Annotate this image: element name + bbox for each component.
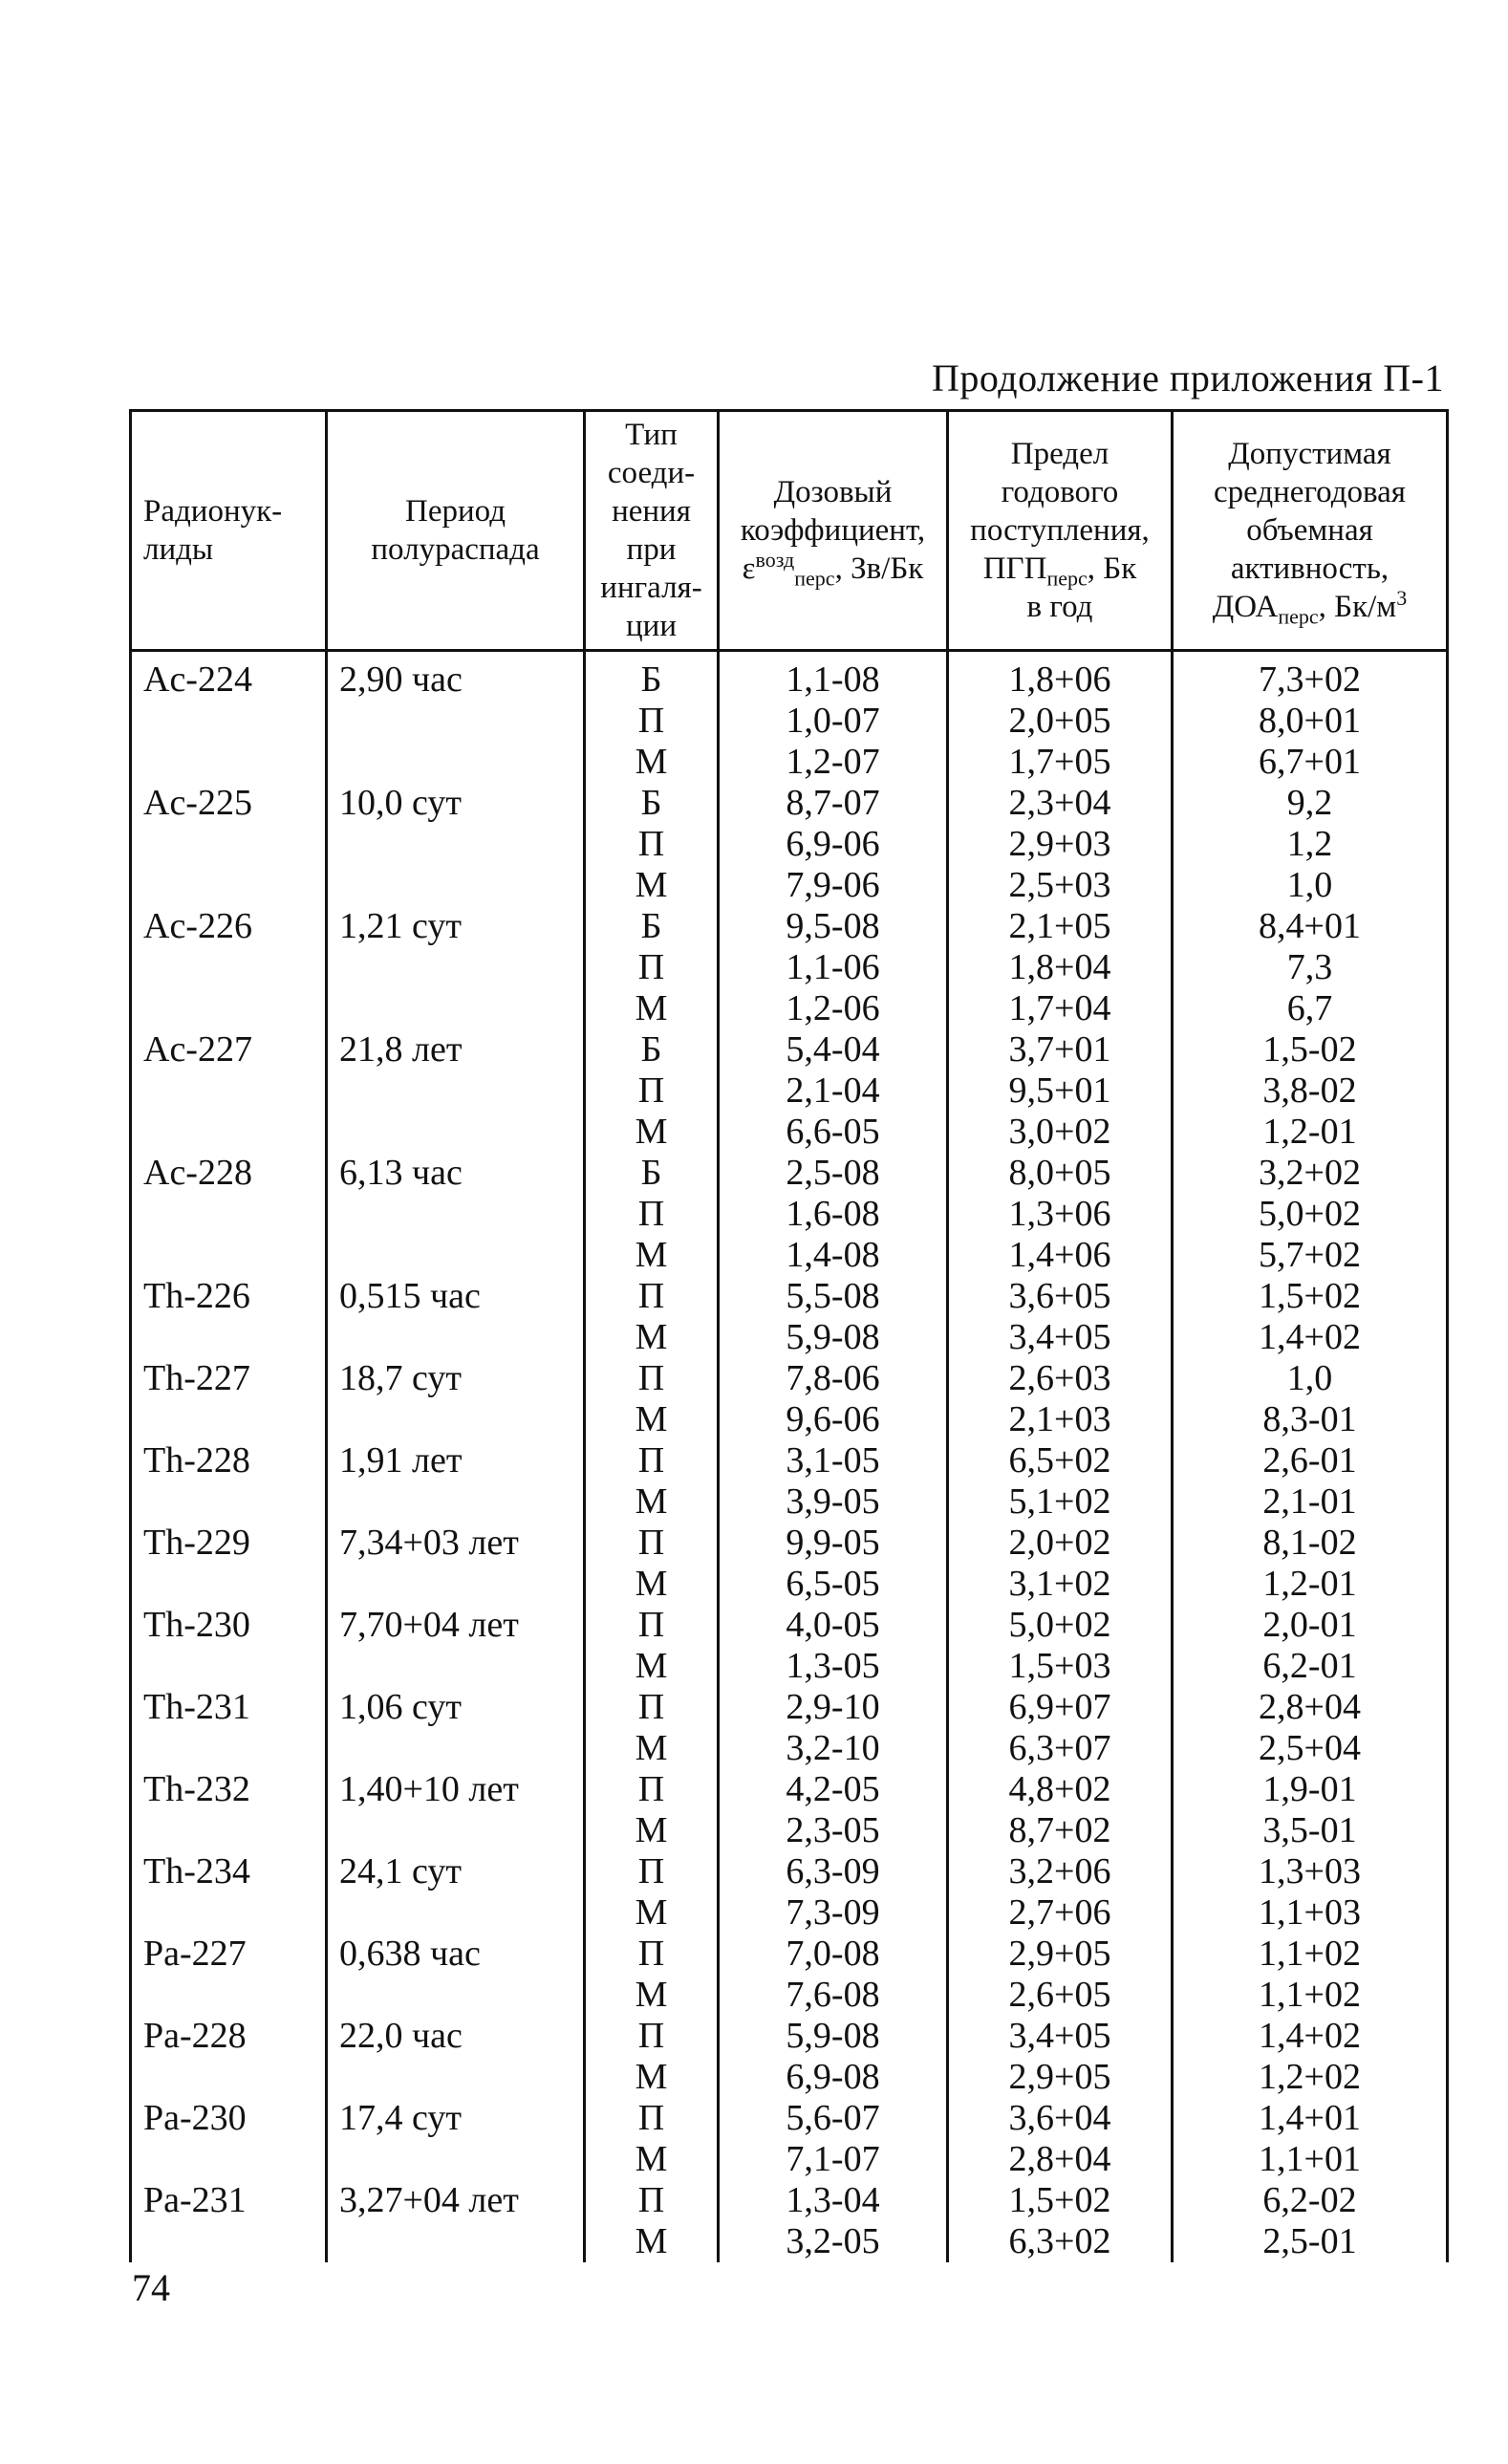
dose-coefficient-cell: 6,5-05 [719,1564,948,1605]
compound-type-cell: Б [585,1029,719,1070]
activity-cell: 6,2-01 [1173,1646,1448,1687]
compound-type-cell: Б [585,783,719,824]
half-life-cell: 3,27+04 лет [327,2180,585,2221]
half-life-cell [327,1112,585,1153]
compound-type-cell: М [585,1564,719,1605]
nuclide-cell [131,742,327,783]
activity-cell: 2,0-01 [1173,1605,1448,1646]
table-row [131,1358,1448,1399]
activity-cell: 1,0 [1173,865,1448,906]
compound-type-cell: П [585,1440,719,1481]
dose-coefficient-cell: 4,0-05 [719,1605,948,1646]
table-row [131,2139,1448,2180]
half-life-cell [327,1235,585,1276]
intake-limit-cell: 2,9+05 [948,1934,1173,1975]
nuclide-cell: Ac-224 [131,651,327,702]
half-life-cell [327,2057,585,2098]
table-row [131,1481,1448,1523]
compound-type-cell: П [585,701,719,742]
dose-coefficient-cell: 1,1-06 [719,947,948,988]
nuclide-cell [131,1317,327,1358]
half-life-cell: 18,7 сут [327,1358,585,1399]
table-row [131,1029,1448,1070]
dose-coefficient-cell: 7,8-06 [719,1358,948,1399]
intake-limit-cell: 2,0+02 [948,1523,1173,1564]
nuclide-cell [131,1112,327,1153]
activity-cell: 1,1+01 [1173,2139,1448,2180]
dose-coefficient-cell: 2,3-05 [719,1810,948,1851]
intake-limit-cell: 2,5+03 [948,865,1173,906]
nuclide-cell [131,2139,327,2180]
table-row [131,2180,1448,2221]
half-life-cell: 7,34+03 лет [327,1523,585,1564]
intake-limit-cell: 2,9+03 [948,824,1173,865]
intake-limit-cell: 3,4+05 [948,1317,1173,1358]
half-life-cell: 1,06 сут [327,1687,585,1728]
dose-coefficient-cell: 6,9-06 [719,824,948,865]
dose-coefficient-cell: 1,6-08 [719,1194,948,1235]
intake-limit-cell: 3,6+04 [948,2098,1173,2139]
compound-type-cell: П [585,824,719,865]
compound-type-cell: М [585,1317,719,1358]
compound-type-cell: М [585,2221,719,2262]
half-life-cell: 1,91 лет [327,1440,585,1481]
compound-type-cell: М [585,1646,719,1687]
header-dose-coefficient: Дозовый коэффициент, $\varepsilon^{возд}_{перс}$, Зв/Бк [719,411,948,651]
nuclide-cell [131,1975,327,2016]
dose-coefficient-cell: 7,9-06 [719,865,948,906]
intake-limit-cell: 1,7+05 [948,742,1173,783]
dose-coefficient-cell: 1,0-07 [719,701,948,742]
nuclide-cell [131,1646,327,1687]
activity-cell: 1,9-01 [1173,1769,1448,1810]
half-life-cell [327,865,585,906]
half-life-cell [327,947,585,988]
dose-coefficient-cell: 6,3-09 [719,1851,948,1892]
dose-coefficient-cell: 2,1-04 [719,1070,948,1112]
header-annual-intake-limit: Предел годового поступления, $ПГП_{перс}$, Бк в год [948,411,1173,651]
dose-coefficient-cell: 6,9-08 [719,2057,948,2098]
compound-type-cell: М [585,1399,719,1440]
nuclide-cell [131,1070,327,1112]
dose-coefficient-cell: 2,9-10 [719,1687,948,1728]
intake-limit-cell: 3,7+01 [948,1029,1173,1070]
dose-coefficient-cell: 1,2-06 [719,988,948,1029]
header-half-life: Период полураспада [327,411,585,651]
intake-limit-cell: 2,1+05 [948,906,1173,947]
nuclide-cell: Ac-227 [131,1029,327,1070]
compound-type-cell: П [585,1605,719,1646]
dose-coefficient-cell: 4,2-05 [719,1769,948,1810]
dose-coefficient-cell: 1,1-08 [719,651,948,702]
table-row [131,1070,1448,1112]
activity-cell: 1,2+02 [1173,2057,1448,2098]
nuclide-cell [131,1235,327,1276]
dose-coefficient-cell: 9,6-06 [719,1399,948,1440]
intake-limit-cell: 3,0+02 [948,1112,1173,1153]
dose-coefficient-cell: 3,9-05 [719,1481,948,1523]
activity-cell: 8,1-02 [1173,1523,1448,1564]
header-radionuclides: Радионук-лиды [131,411,327,651]
compound-type-cell: М [585,988,719,1029]
dose-coefficient-cell: 7,3-09 [719,1892,948,1934]
intake-limit-cell: 2,7+06 [948,1892,1173,1934]
dose-coefficient-cell: 5,9-08 [719,2016,948,2057]
activity-cell: 8,3-01 [1173,1399,1448,1440]
half-life-cell: 24,1 сут [327,1851,585,1892]
compound-type-cell: М [585,2139,719,2180]
half-life-cell [327,1399,585,1440]
table-header [131,411,1448,651]
compound-type-cell: Б [585,906,719,947]
activity-cell: 8,4+01 [1173,906,1448,947]
compound-type-cell: П [585,1276,719,1317]
half-life-cell [327,1481,585,1523]
dose-coefficient-cell: 6,6-05 [719,1112,948,1153]
activity-cell: 1,0 [1173,1358,1448,1399]
compound-type-cell: М [585,742,719,783]
compound-type-cell: Б [585,651,719,702]
dose-coefficient-cell: 5,6-07 [719,2098,948,2139]
activity-cell: 2,8+04 [1173,1687,1448,1728]
table-row [131,1769,1448,1810]
activity-cell: 1,1+02 [1173,1934,1448,1975]
dose-coefficient-cell: 5,4-04 [719,1029,948,1070]
header-allowed-activity: Допустимая среднегодовая объемная активность, $ДОА_{перс}$, $Бк/м^3$ [1173,411,1448,651]
half-life-cell [327,1728,585,1769]
activity-cell: 3,5-01 [1173,1810,1448,1851]
nuclide-cell [131,701,327,742]
nuclide-cell: Th-231 [131,1687,327,1728]
table-row [131,1235,1448,1276]
half-life-cell: 0,515 час [327,1276,585,1317]
activity-cell: 1,2-01 [1173,1112,1448,1153]
half-life-cell [327,1646,585,1687]
compound-type-cell: П [585,1851,719,1892]
activity-cell: 1,5-02 [1173,1029,1448,1070]
table-row [131,1728,1448,1769]
half-life-cell [327,1892,585,1934]
intake-limit-cell: 8,7+02 [948,1810,1173,1851]
table-row [131,865,1448,906]
table-row [131,1564,1448,1605]
half-life-cell [327,1070,585,1112]
nuclide-cell: Th-228 [131,1440,327,1481]
compound-type-cell: М [585,2057,719,2098]
activity-cell: 1,2-01 [1173,1564,1448,1605]
table-row [131,1892,1448,1934]
nuclide-cell [131,1892,327,1934]
activity-cell: 1,2 [1173,824,1448,865]
compound-type-cell: П [585,2180,719,2221]
activity-cell: 1,1+03 [1173,1892,1448,1934]
half-life-cell: 10,0 сут [327,783,585,824]
intake-limit-cell: 6,9+07 [948,1687,1173,1728]
activity-cell: 8,0+01 [1173,701,1448,742]
table-row [131,1194,1448,1235]
intake-limit-cell: 3,1+02 [948,1564,1173,1605]
table-row [131,1276,1448,1317]
nuclide-cell: Pa-228 [131,2016,327,2057]
compound-type-cell: М [585,1810,719,1851]
activity-cell: 9,2 [1173,783,1448,824]
table-row [131,1399,1448,1440]
nuclide-cell [131,1810,327,1851]
radionuclide-table [129,409,1449,2262]
half-life-cell [327,1975,585,2016]
activity-cell: 2,1-01 [1173,1481,1448,1523]
half-life-cell: 2,90 час [327,651,585,702]
nuclide-cell: Th-226 [131,1276,327,1317]
table-body [131,651,1448,2263]
half-life-cell [327,2221,585,2262]
table-row [131,651,1448,702]
nuclide-cell: Th-234 [131,1851,327,1892]
compound-type-cell: М [585,1112,719,1153]
half-life-cell: 7,70+04 лет [327,1605,585,1646]
dose-coefficient-cell: 2,5-08 [719,1153,948,1194]
nuclide-cell: Ac-228 [131,1153,327,1194]
nuclide-cell: Pa-231 [131,2180,327,2221]
intake-limit-cell: 6,3+02 [948,2221,1173,2262]
intake-limit-cell: 2,1+03 [948,1399,1173,1440]
compound-type-cell: П [585,1769,719,1810]
compound-type-cell: Б [585,1153,719,1194]
nuclide-cell [131,2057,327,2098]
intake-limit-cell: 6,3+07 [948,1728,1173,1769]
intake-limit-cell: 6,5+02 [948,1440,1173,1481]
intake-limit-cell: 1,8+06 [948,651,1173,702]
half-life-cell: 1,40+10 лет [327,1769,585,1810]
half-life-cell [327,2139,585,2180]
table-row [131,2221,1448,2262]
nuclide-cell: Th-229 [131,1523,327,1564]
activity-cell: 7,3+02 [1173,651,1448,702]
intake-limit-cell: 2,0+05 [948,701,1173,742]
table-row [131,1112,1448,1153]
activity-cell: 3,8-02 [1173,1070,1448,1112]
table-row [131,824,1448,865]
dose-coefficient-cell: 9,9-05 [719,1523,948,1564]
half-life-cell [327,742,585,783]
table-row [131,1934,1448,1975]
compound-type-cell: П [585,1070,719,1112]
nuclide-cell [131,824,327,865]
table-row [131,2098,1448,2139]
table-row [131,947,1448,988]
page-number: 74 [132,2266,170,2309]
data-table-container [129,409,1446,2262]
dose-coefficient-cell: 3,2-10 [719,1728,948,1769]
intake-limit-cell: 5,0+02 [948,1605,1173,1646]
table-row [131,701,1448,742]
compound-type-cell: П [585,1523,719,1564]
compound-type-cell: М [585,1975,719,2016]
table-row [131,906,1448,947]
half-life-cell: 21,8 лет [327,1029,585,1070]
table-row [131,1605,1448,1646]
table-row [131,1646,1448,1687]
compound-type-cell: М [585,1892,719,1934]
half-life-cell: 1,21 сут [327,906,585,947]
activity-cell: 1,4+01 [1173,2098,1448,2139]
intake-limit-cell: 2,3+04 [948,783,1173,824]
activity-cell: 1,4+02 [1173,2016,1448,2057]
activity-cell: 1,1+02 [1173,1975,1448,2016]
table-row [131,1440,1448,1481]
table-row [131,2057,1448,2098]
activity-cell: 6,7+01 [1173,742,1448,783]
table-row [131,1975,1448,2016]
nuclide-cell [131,1399,327,1440]
half-life-cell [327,1194,585,1235]
intake-limit-cell: 3,4+05 [948,2016,1173,2057]
nuclide-cell [131,865,327,906]
intake-limit-cell: 3,6+05 [948,1276,1173,1317]
nuclide-cell: Pa-230 [131,2098,327,2139]
intake-limit-cell: 1,7+04 [948,988,1173,1029]
dose-coefficient-cell: 7,6-08 [719,1975,948,2016]
dose-coefficient-cell: 9,5-08 [719,906,948,947]
intake-limit-cell: 2,8+04 [948,2139,1173,2180]
compound-type-cell: М [585,1481,719,1523]
table-row [131,988,1448,1029]
dose-coefficient-cell: 7,1-07 [719,2139,948,2180]
compound-type-cell: П [585,947,719,988]
nuclide-cell [131,2221,327,2262]
nuclide-cell: Th-232 [131,1769,327,1810]
compound-type-cell: П [585,1358,719,1399]
intake-limit-cell: 1,8+04 [948,947,1173,988]
intake-limit-cell: 1,4+06 [948,1235,1173,1276]
half-life-cell: 22,0 час [327,2016,585,2057]
activity-cell: 5,0+02 [1173,1194,1448,1235]
table-caption: Продолжение приложения П-1 [931,357,1444,400]
compound-type-cell: П [585,2016,719,2057]
half-life-cell [327,1810,585,1851]
activity-cell: 1,3+03 [1173,1851,1448,1892]
table-row [131,783,1448,824]
nuclide-cell: Th-230 [131,1605,327,1646]
nuclide-cell [131,947,327,988]
intake-limit-cell: 1,5+03 [948,1646,1173,1687]
table-row [131,2016,1448,2057]
nuclide-cell [131,1194,327,1235]
nuclide-cell [131,1728,327,1769]
half-life-cell [327,1317,585,1358]
dose-coefficient-cell: 1,4-08 [719,1235,948,1276]
table-row [131,742,1448,783]
activity-cell: 1,4+02 [1173,1317,1448,1358]
nuclide-cell: Ac-226 [131,906,327,947]
dose-coefficient-cell: 1,3-05 [719,1646,948,1687]
intake-limit-cell: 4,8+02 [948,1769,1173,1810]
nuclide-cell: Pa-227 [131,1934,327,1975]
half-life-cell [327,701,585,742]
table-row [131,1317,1448,1358]
half-life-cell [327,988,585,1029]
activity-cell: 6,7 [1173,988,1448,1029]
half-life-cell [327,824,585,865]
dose-coefficient-cell: 1,3-04 [719,2180,948,2221]
activity-cell: 2,5+04 [1173,1728,1448,1769]
dose-coefficient-cell: 5,5-08 [719,1276,948,1317]
compound-type-cell: П [585,1934,719,1975]
nuclide-cell: Ac-225 [131,783,327,824]
dose-coefficient-cell: 3,2-05 [719,2221,948,2262]
nuclide-cell: Th-227 [131,1358,327,1399]
dose-coefficient-cell: 5,9-08 [719,1317,948,1358]
compound-type-cell: М [585,865,719,906]
table-row [131,1851,1448,1892]
intake-limit-cell: 2,6+03 [948,1358,1173,1399]
compound-type-cell: М [585,1728,719,1769]
activity-cell: 5,7+02 [1173,1235,1448,1276]
compound-type-cell: П [585,1687,719,1728]
half-life-cell [327,1564,585,1605]
activity-cell: 7,3 [1173,947,1448,988]
intake-limit-cell: 2,6+05 [948,1975,1173,2016]
dose-coefficient-cell: 1,2-07 [719,742,948,783]
table-row [131,1687,1448,1728]
compound-type-cell: П [585,2098,719,2139]
intake-limit-cell: 5,1+02 [948,1481,1173,1523]
activity-cell: 3,2+02 [1173,1153,1448,1194]
table-row [131,1153,1448,1194]
intake-limit-cell: 1,3+06 [948,1194,1173,1235]
intake-limit-cell: 1,5+02 [948,2180,1173,2221]
activity-cell: 2,6-01 [1173,1440,1448,1481]
nuclide-cell [131,1481,327,1523]
dose-coefficient-cell: 8,7-07 [719,783,948,824]
half-life-cell: 17,4 сут [327,2098,585,2139]
half-life-cell: 0,638 час [327,1934,585,1975]
intake-limit-cell: 8,0+05 [948,1153,1173,1194]
table-row [131,1523,1448,1564]
table-row [131,1810,1448,1851]
dose-coefficient-cell: 7,0-08 [719,1934,948,1975]
half-life-cell: 6,13 час [327,1153,585,1194]
dose-coefficient-cell: 3,1-05 [719,1440,948,1481]
activity-cell: 1,5+02 [1173,1276,1448,1317]
activity-cell: 2,5-01 [1173,2221,1448,2262]
header-compound-type: Тип соеди-нения при ингаля-ции [585,411,719,651]
intake-limit-cell: 9,5+01 [948,1070,1173,1112]
intake-limit-cell: 2,9+05 [948,2057,1173,2098]
nuclide-cell [131,988,327,1029]
nuclide-cell [131,1564,327,1605]
intake-limit-cell: 3,2+06 [948,1851,1173,1892]
compound-type-cell: М [585,1235,719,1276]
compound-type-cell: П [585,1194,719,1235]
activity-cell: 6,2-02 [1173,2180,1448,2221]
